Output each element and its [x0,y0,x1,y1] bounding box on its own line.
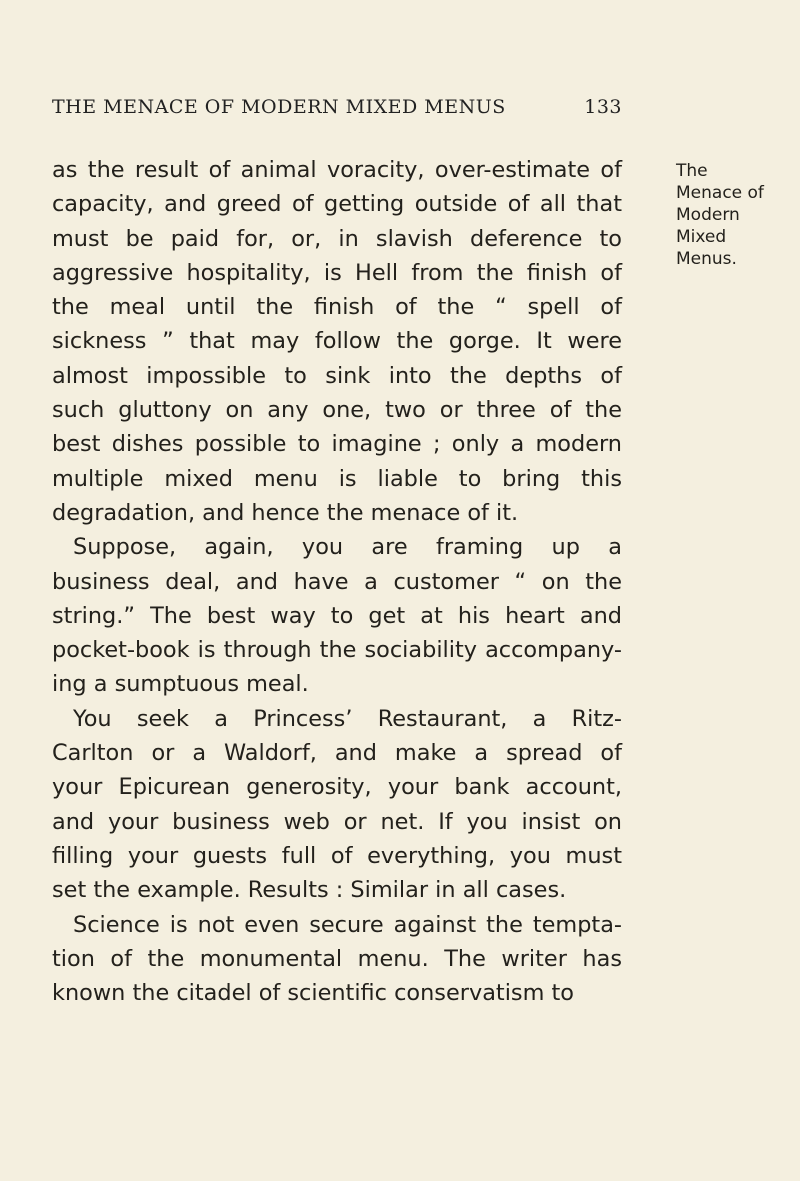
text-line: Carlton or a Waldorf, and make a spread of [52,740,622,767]
running-header [52,96,622,126]
margin-note-line: Modern [676,205,740,225]
paragraph-3 [52,702,622,908]
paragraph-1 [52,153,622,530]
text-line: business deal, and have a customer “ on the [52,568,622,595]
text-line: must be paid for, or, in slavish deference to [52,225,622,252]
text-line: string.” The best way to get at his heart and [52,602,622,629]
text-line: and your business web or net. If you insist on [52,808,622,835]
running-title: THE MENACE OF MODERN MIXED MENUS [52,96,506,118]
text-line: Science is not even secure against the tempta- [73,911,622,938]
text-line: ing a sumptuous meal. [52,671,309,698]
text-line: set the example. Results : Similar in all cases. [52,877,567,904]
margin-note-line: Mixed [676,227,727,247]
text-line: multiple mixed menu is liable to bring this [52,465,622,492]
margin-note-line: Menus. [676,249,737,269]
margin-note-line: The [676,161,708,181]
text-line: Suppose, again, you are framing up a [73,534,622,561]
text-line: capacity, and greed of getting outside of all that [52,191,622,218]
text-line: filling your guests full of everything, you must [52,842,622,869]
body-text [52,153,622,1010]
text-line: such gluttony on any one, two or three of the [52,397,622,424]
text-line: known the citadel of scientific conservatism to [52,980,574,1007]
text-line: degradation, and hence the menace of it. [52,499,519,526]
text-line: the meal until the finish of the “ spell of [52,294,622,321]
margin-note-line: Menace of [676,183,764,203]
text-line: sickness ” that may follow the gorge. It were [52,328,622,355]
text-line: as the result of animal voracity, over-estimate of [52,157,622,183]
text-line: pocket-book is through the sociability accompany- [52,637,622,664]
text-line: aggressive hospitality, is Hell from the finish of [52,259,622,286]
paragraph-2 [52,530,622,701]
page-number: 133 [584,96,622,118]
text-line: your Epicurean generosity, your bank account, [52,774,622,801]
text-line: almost impossible to sink into the depths of [52,362,622,389]
paragraph-4 [52,908,622,1011]
text-line: best dishes possible to imagine ; only a modern [52,431,622,458]
margin-note [676,160,796,270]
text-line: You seek a Princess’ Restaurant, a Ritz- [73,705,622,732]
text-line: tion of the monumental menu. The writer has [52,945,622,972]
